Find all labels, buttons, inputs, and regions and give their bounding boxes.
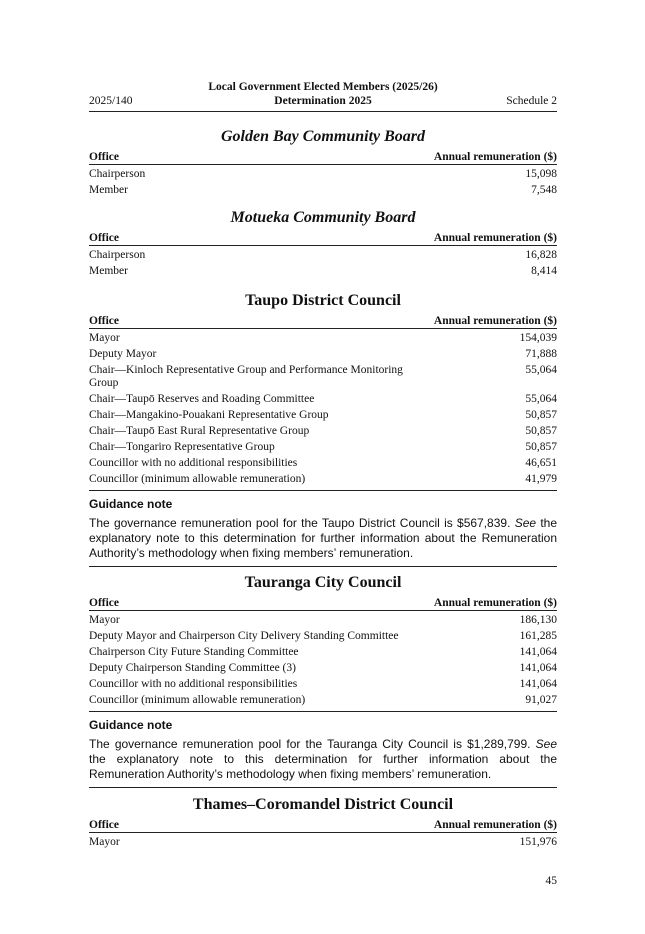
header-title-line2: Determination 2025 xyxy=(274,95,372,107)
header-instrument-number: 2025/140 xyxy=(89,95,133,107)
office: Deputy Mayor and Chairperson City Delivery Standing Committee xyxy=(89,630,399,642)
amount: 50,857 xyxy=(525,425,557,437)
header-title-line1: Local Government Elected Members (2025/26) xyxy=(208,81,438,93)
table-bottom-rule xyxy=(89,490,557,491)
guidance-note-title: Guidance note xyxy=(89,718,173,732)
amount: 151,976 xyxy=(519,836,557,848)
section-title: Thames–Coromandel District Council xyxy=(192,796,454,813)
guidance-note-title: Guidance note xyxy=(89,497,173,511)
amount: 46,651 xyxy=(525,457,557,469)
amount: 71,888 xyxy=(525,348,557,360)
section-golden-bay xyxy=(89,128,557,197)
table-header xyxy=(89,819,557,833)
table-row xyxy=(89,441,557,454)
amount: 7,548 xyxy=(531,184,557,196)
office: Councillor (minimum allowable remuneration) xyxy=(89,473,306,485)
amount: 50,857 xyxy=(525,409,557,421)
col-amount: Annual remuneration ($) xyxy=(433,232,557,244)
col-amount: Annual remuneration ($) xyxy=(433,819,557,831)
table-bottom-rule xyxy=(89,711,557,712)
office: Councillor with no additional responsibilities xyxy=(89,678,298,690)
col-office: Office xyxy=(89,151,120,163)
running-header xyxy=(89,80,557,112)
table-row xyxy=(89,630,557,643)
office: Chair—Taupō East Rural Representative Group xyxy=(89,425,310,437)
col-amount: Annual remuneration ($) xyxy=(433,151,557,163)
section-title: Motueka Community Board xyxy=(230,209,416,226)
table-header xyxy=(89,232,557,246)
office: Mayor xyxy=(89,614,120,626)
section-title: Taupo District Council xyxy=(245,292,401,309)
office: Deputy Chairperson Standing Committee (3) xyxy=(89,662,296,674)
table-row xyxy=(89,473,557,486)
amount: 154,039 xyxy=(519,332,557,344)
section-thames-coromandel xyxy=(89,796,557,849)
col-office: Office xyxy=(89,819,120,831)
table-row xyxy=(89,457,557,470)
office: Councillor with no additional responsibilities xyxy=(89,457,298,469)
office: Mayor xyxy=(89,332,120,344)
table-row xyxy=(89,249,557,262)
table-row xyxy=(89,184,557,197)
office: Member xyxy=(89,184,128,196)
col-amount: Annual remuneration ($) xyxy=(433,315,557,327)
amount: 15,098 xyxy=(525,168,557,180)
office: Member xyxy=(89,265,128,277)
amount: 141,064 xyxy=(519,662,557,674)
amount: 186,130 xyxy=(519,614,557,626)
table-row xyxy=(89,678,557,691)
office: Chairperson xyxy=(89,249,146,261)
amount: 55,064 xyxy=(525,393,557,405)
section-tauranga xyxy=(89,574,557,788)
table-row xyxy=(89,425,557,438)
col-office: Office xyxy=(89,315,120,327)
table-row xyxy=(89,694,557,707)
amount: 50,857 xyxy=(525,441,557,453)
guidance-note-text: The governance remuneration pool for the Tauranga City Council is $1,289,799. See the explanatory note to this determination for further information about the Remuneration Authority’s methodology when fixing members’ remuneration. xyxy=(89,737,557,781)
office: Chair—Kinloch Representative Group and Performance Monitoring Group xyxy=(89,364,403,389)
page-number: 45 xyxy=(545,875,557,887)
table-row xyxy=(89,409,557,422)
table-header xyxy=(89,315,557,329)
guidance-note-text: The governance remuneration pool for the Taupo District Council is $567,839. See the explanatory note to this determination for further information about the Remuneration Authority’s methodology when fixing members’ remuneration. xyxy=(89,516,558,560)
table-row xyxy=(89,646,557,659)
table-row xyxy=(89,364,557,390)
office: Chair—Mangakino-Pouakani Representative Group xyxy=(89,409,329,421)
table-row xyxy=(89,662,557,675)
office: Deputy Mayor xyxy=(89,348,157,360)
table-header xyxy=(89,151,557,165)
office: Chairperson xyxy=(89,168,146,180)
guidance-bottom-rule xyxy=(89,566,557,567)
guidance-bottom-rule xyxy=(89,787,557,788)
amount: 16,828 xyxy=(525,249,557,261)
amount: 91,027 xyxy=(525,694,557,706)
table-row xyxy=(89,168,557,181)
office: Councillor (minimum allowable remuneration) xyxy=(89,694,306,706)
office: Chairperson City Future Standing Committee xyxy=(89,646,299,658)
section-title: Golden Bay Community Board xyxy=(220,128,426,145)
section-title: Tauranga City Council xyxy=(244,574,402,591)
section-motueka xyxy=(89,209,557,278)
amount: 55,064 xyxy=(525,364,557,376)
amount: 141,064 xyxy=(519,678,557,690)
office: Mayor xyxy=(89,836,120,848)
table-row xyxy=(89,614,557,627)
col-office: Office xyxy=(89,232,120,244)
header-schedule: Schedule 2 xyxy=(506,95,557,107)
col-amount: Annual remuneration ($) xyxy=(433,597,557,609)
amount: 8,414 xyxy=(531,265,557,277)
table-row xyxy=(89,393,557,406)
table-row xyxy=(89,836,557,849)
col-office: Office xyxy=(89,597,120,609)
table-row xyxy=(89,332,557,345)
amount: 161,285 xyxy=(519,630,557,642)
section-taupo xyxy=(89,292,557,567)
table-row xyxy=(89,265,557,278)
amount: 141,064 xyxy=(519,646,557,658)
amount: 41,979 xyxy=(525,473,557,485)
table-row xyxy=(89,348,557,361)
office: Chair—Taupō Reserves and Roading Committee xyxy=(89,393,315,405)
header-title xyxy=(89,80,557,108)
table-header xyxy=(89,597,557,611)
office: Chair—Tongariro Representative Group xyxy=(89,441,275,453)
